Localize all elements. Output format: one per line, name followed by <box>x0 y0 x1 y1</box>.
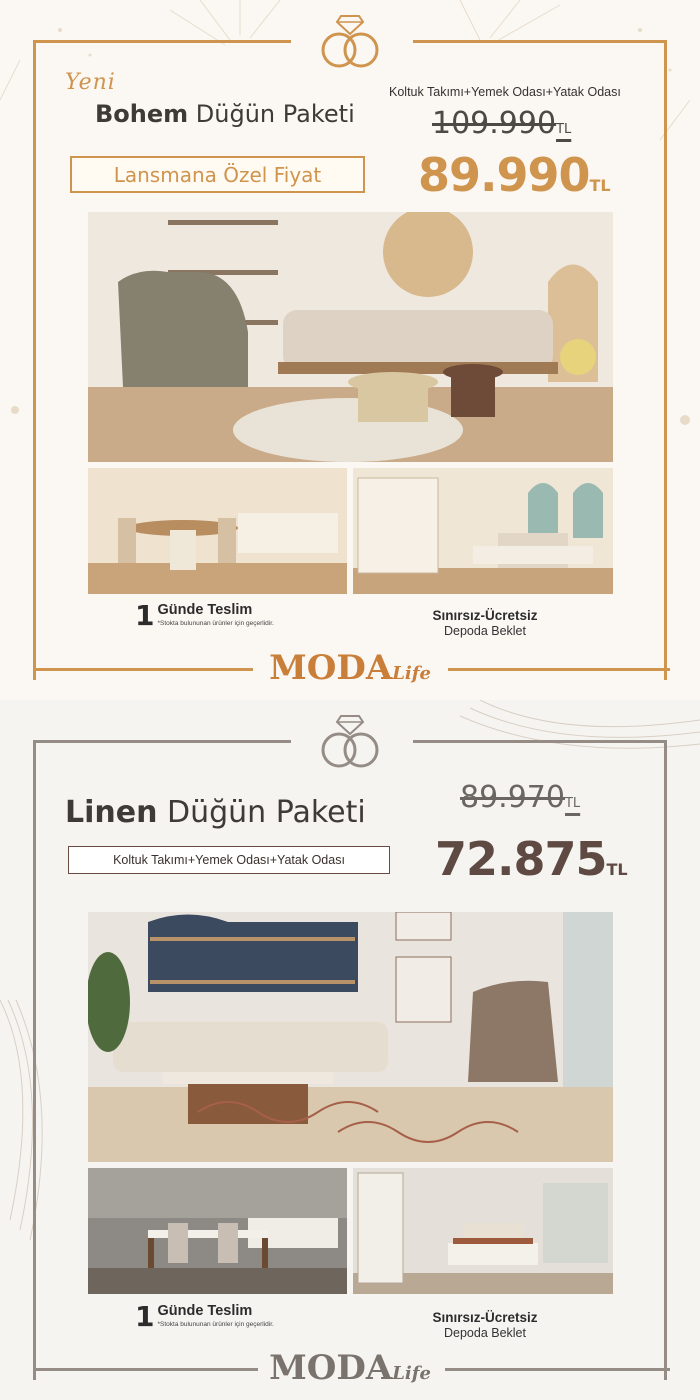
new-price <box>418 148 611 202</box>
launch-badge: Lansmana Özel Fiyat <box>70 156 365 193</box>
new-price <box>435 832 628 886</box>
brand-main: MODA <box>269 648 393 688</box>
new-price-value: 72.875 <box>435 832 607 886</box>
bedroom-photo[interactable] <box>353 1168 613 1294</box>
brand-sub: Life <box>392 1363 431 1384</box>
new-price-value: 89.990 <box>418 148 590 202</box>
title-bold: Linen <box>65 795 158 830</box>
storage-feature <box>385 608 585 638</box>
bedroom-photo[interactable] <box>353 468 613 594</box>
old-price <box>460 780 580 815</box>
package-items: Koltuk Takımı+Yemek Odası+Yatak Odası <box>68 846 390 874</box>
delivery-text: Günde Teslim <box>157 602 253 618</box>
yeni-label: Yeni <box>65 70 116 95</box>
new-price-currency: TL <box>589 176 611 195</box>
storage-title: Sınırsız-Ücretsiz <box>432 1310 538 1325</box>
new-price-currency: TL <box>606 860 628 879</box>
brand-logo[interactable] <box>0 648 700 688</box>
old-price <box>432 106 571 141</box>
delivery-feature <box>135 599 274 632</box>
delivery-days: 1 <box>135 599 155 632</box>
living-room-photo[interactable] <box>88 912 613 1162</box>
brand-main: MODA <box>269 1348 393 1388</box>
old-price-currency: TL <box>564 796 581 811</box>
wedding-rings-icon <box>305 710 395 772</box>
brand-logo[interactable] <box>0 1348 700 1388</box>
promo-linen <box>0 700 700 1400</box>
title-rest: Düğün Paketi <box>188 100 355 128</box>
old-price-value: 109.990 <box>432 106 557 141</box>
storage-sub: Depoda Beklet <box>443 1326 526 1340</box>
storage-sub: Depoda Beklet <box>443 624 526 638</box>
wedding-rings-icon <box>305 10 395 72</box>
brand-sub: Life <box>392 663 431 684</box>
old-price-value: 89.970 <box>460 780 565 815</box>
title-bold: Bohem <box>95 100 189 128</box>
page-title <box>65 795 366 830</box>
package-items: Koltuk Takımı+Yemek Odası+Yatak Odası <box>389 85 621 99</box>
page-title <box>95 100 355 128</box>
delivery-days: 1 <box>135 1300 155 1333</box>
dining-room-photo[interactable] <box>88 1168 347 1294</box>
delivery-note: *Stokta bulununan ürünler için geçerlidir. <box>157 620 274 627</box>
dining-room-photo[interactable] <box>88 468 347 594</box>
delivery-text: Günde Teslim <box>157 1303 253 1319</box>
old-price-currency: TL <box>556 122 572 137</box>
delivery-feature <box>135 1300 274 1333</box>
storage-title: Sınırsız-Ücretsiz <box>432 608 538 623</box>
title-rest: Düğün Paketi <box>157 795 366 830</box>
delivery-note: *Stokta bulununan ürünler için geçerlidir. <box>157 1321 274 1328</box>
living-room-photo[interactable] <box>88 212 613 462</box>
storage-feature <box>385 1310 585 1340</box>
